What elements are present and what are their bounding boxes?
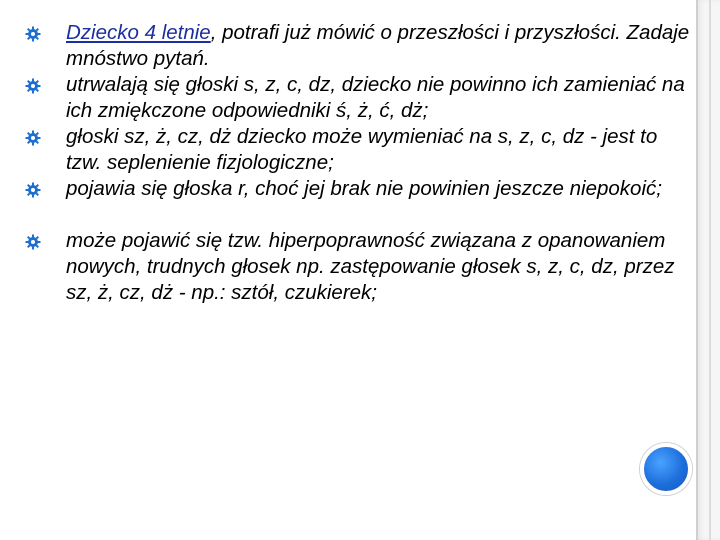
bullet-text: , potrafi już mówić o przeszłości i przyszłości. Zadaje mnóstwo pytań.: [66, 21, 690, 70]
gear-icon: [25, 130, 41, 146]
list-item: [16, 124, 696, 176]
bullet-text: głoski sz, ż, cz, dż dziecko może wymieniać na s, z, c, dz - jest to tzw. seplenienie fizjologiczne;: [66, 125, 658, 174]
bullet-text: pojawia się głoska r, choć jej brak nie powinien jeszcze niepokoić;: [66, 177, 662, 200]
bullet-text: może pojawić się tzw. hiperpoprawność związana z opanowaniem nowych, trudnych głosek np. zastępowanie głosek s, z, c, dz, przez sz, ż, cz, dż - np.: sztół, czukierek;: [66, 229, 675, 304]
list-item: [16, 228, 696, 306]
list-item: [16, 20, 696, 72]
bullet-list: [16, 20, 696, 306]
decorative-circle: [640, 443, 692, 495]
gear-icon: [25, 26, 41, 42]
bullet-text: utrwalają się głoski s, z, c, dz, dziecko nie powinno ich zamieniać na ich zmiękczone odpowiedniki ś, ż, ć, dż;: [66, 73, 685, 122]
gear-icon: [25, 182, 41, 198]
right-decorative-border: [696, 0, 720, 540]
list-item: [16, 72, 696, 124]
gear-icon: [25, 78, 41, 94]
border-line: [709, 0, 711, 540]
highlight-phrase: Dziecko 4 letnie: [66, 21, 211, 44]
gear-icon: [25, 234, 41, 250]
list-item: [16, 176, 696, 228]
